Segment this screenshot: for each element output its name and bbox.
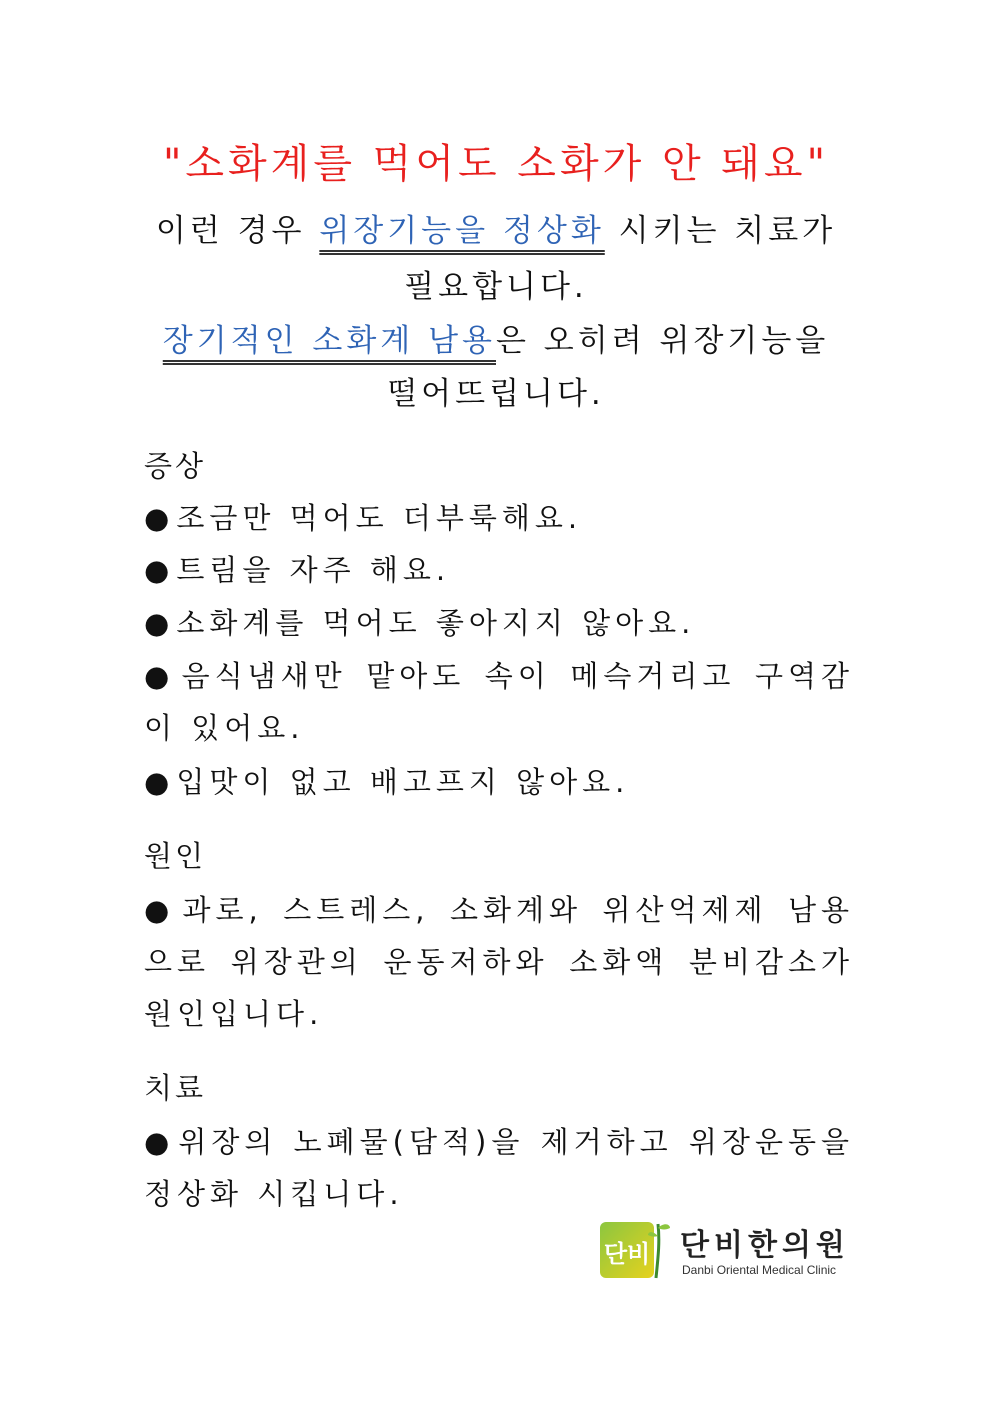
logo-plant-stem [656, 1224, 659, 1278]
symptoms-heading: 증상 [144, 449, 207, 483]
logo-mark-text: 단비 [603, 1240, 651, 1268]
symptom-item [144, 650, 854, 754]
bullet-icon: ● [144, 553, 175, 587]
bullet-icon: ● [144, 1125, 177, 1159]
bullet-icon: ● [144, 893, 181, 927]
cause-heading: 원인 [144, 839, 207, 873]
symptom-item [144, 492, 864, 544]
clinic-name-ko: 단비한의원 [680, 1228, 850, 1263]
logo-leaf-icon [658, 1224, 670, 1229]
clinic-logo-mark [598, 1218, 672, 1282]
intro-line-3 [120, 314, 872, 368]
intro-line-4: 떨어뜨립니다. [387, 376, 605, 412]
symptom-text: 입맛이 없고 배고프지 않아요. [176, 765, 630, 799]
bullet-icon: ● [144, 501, 175, 535]
bullet-icon: ● [144, 659, 180, 693]
intro-line-1-post: 시키는 치료가 [604, 213, 837, 249]
bullet-icon: ● [144, 606, 175, 640]
cause-text: 과로, 스트레스, 소화계와 위산억제제 남용으로 위장관의 운동저하와 소화액 분비감소가 원인입니다. [144, 893, 854, 1031]
intro-line-2: 필요합니다. [404, 269, 588, 305]
intro-highlight-misuse: 장기적인 소화계 남용 [162, 323, 496, 359]
intro-line-3-post: 은 오히려 위장기능을 [496, 323, 830, 359]
clinic-logo [598, 1218, 848, 1282]
intro-line-1 [120, 204, 872, 258]
intro-line-1-pre: 이런 경우 [155, 213, 320, 249]
treatment-text: 위장의 노폐물(담적)을 제거하고 위장운동을 정상화 시킵니다. [144, 1125, 854, 1211]
intro-highlight-normalize: 위장기능을 정상화 [319, 213, 605, 249]
page-title: "소화계를 먹어도 소화가 안 돼요" [163, 141, 829, 187]
symptom-text: 음식냄새만 맡아도 속이 메슥거리고 구역감이 있어요. [144, 659, 854, 745]
symptom-item [144, 544, 864, 596]
symptom-item [144, 597, 864, 649]
symptom-item [144, 756, 864, 808]
bullet-icon: ● [144, 765, 175, 799]
symptom-text: 트림을 자주 해요. [176, 553, 451, 587]
cause-item [144, 884, 854, 1040]
symptom-text: 조금만 먹어도 더부룩해요. [176, 501, 583, 535]
treatment-item [144, 1116, 854, 1220]
symptom-text: 소화계를 먹어도 좋아지지 않아요. [176, 606, 696, 640]
treatment-heading: 치료 [144, 1071, 207, 1105]
clinic-name-en: Danbi Oriental Medical Clinic [682, 1263, 837, 1277]
